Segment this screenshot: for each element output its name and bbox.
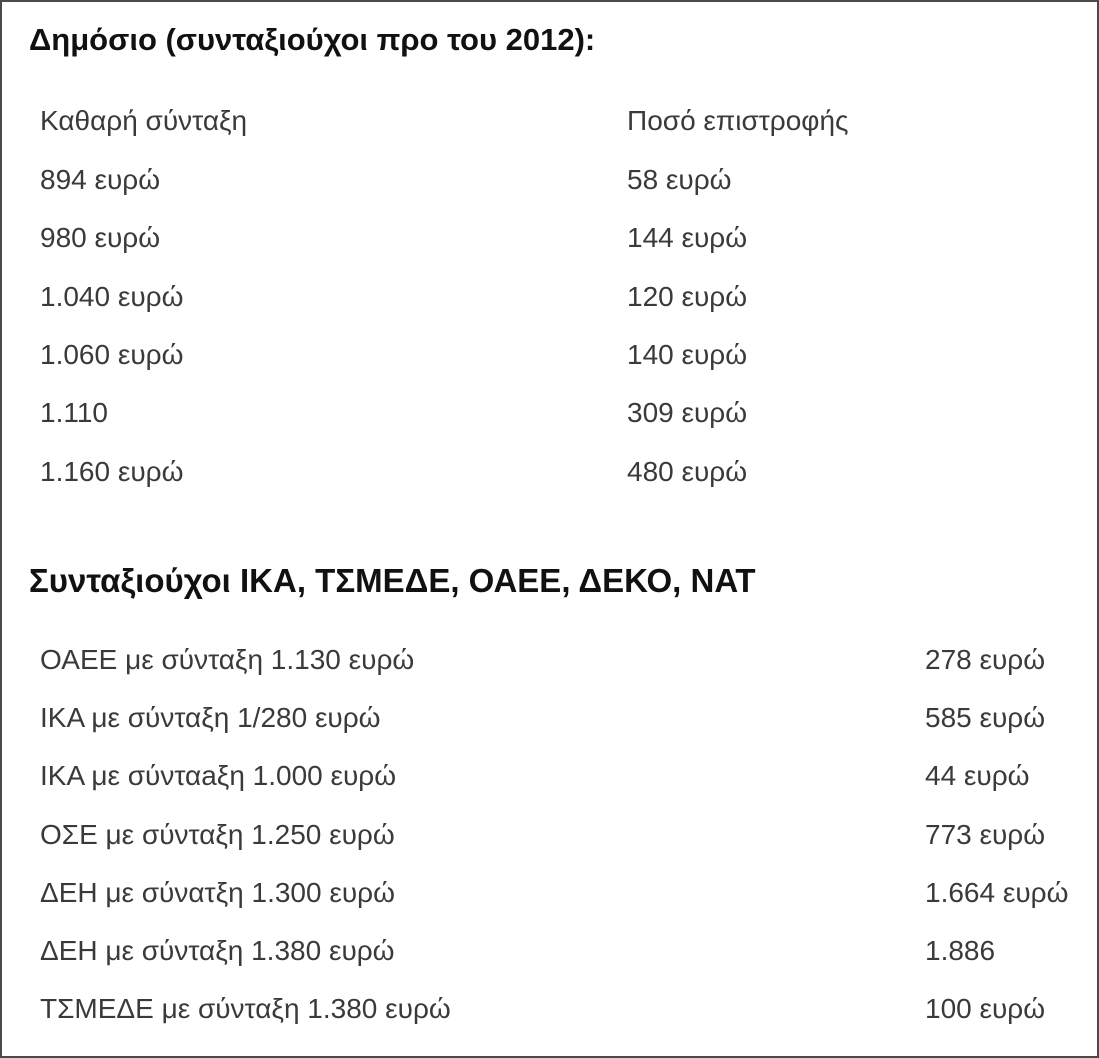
fund-pension-cell: ΙΚΑ με σύνταξη 1/280 ευρώ — [40, 702, 381, 733]
net-pension-cell: 1.160 ευρώ — [40, 456, 184, 487]
fund-pension-cell: ΔΕΗ με σύνατξη 1.300 ευρώ — [40, 877, 395, 908]
refund-amount-cell: 309 ευρώ — [627, 397, 748, 428]
refund-amount-cell: 773 ευρώ — [925, 819, 1046, 850]
refund-amount-cell: 1.664 ευρώ — [925, 877, 1069, 908]
net-pension-cell: 980 ευρώ — [40, 222, 161, 253]
refund-amount-cell: 1.886 — [925, 935, 996, 966]
refund-amount-cell: 100 ευρώ — [925, 993, 1046, 1024]
fund-pension-cell: ΤΣΜΕΔΕ με σύνταξη 1.380 ευρώ — [40, 993, 451, 1024]
fund-pension-cell: ΟΣΕ με σύνταξη 1.250 ευρώ — [40, 819, 395, 850]
refund-amount-cell: 278 ευρώ — [925, 644, 1046, 675]
header-net-pension: Καθαρή σύνταξη — [40, 105, 248, 136]
refund-amount-cell: 140 ευρώ — [627, 339, 748, 370]
header-refund-amount: Ποσό επιστροφής — [627, 105, 849, 136]
refund-amount-cell: 58 ευρώ — [627, 164, 732, 195]
net-pension-cell: 1.060 ευρώ — [40, 339, 184, 370]
fund-pension-cell: ΙΚΑ με σύνταaξη 1.000 ευρώ — [40, 760, 397, 791]
net-pension-cell: 1.110 — [40, 397, 108, 428]
refund-amount-cell: 480 ευρώ — [627, 456, 748, 487]
fund-pension-cell: ΟΑΕΕ με σύνταξη 1.130 ευρώ — [40, 644, 415, 675]
public-section-title: Δημόσιο (συνταξιούχοι προ του 2012): — [29, 22, 596, 57]
refund-amount-cell: 144 ευρώ — [627, 222, 748, 253]
fund-pension-cell: ΔΕΗ με σύνταξη 1.380 ευρώ — [40, 935, 395, 966]
refund-amount-cell: 585 ευρώ — [925, 702, 1046, 733]
refund-amount-cell: 44 ευρώ — [925, 760, 1030, 791]
net-pension-cell: 1.040 ευρώ — [40, 281, 184, 312]
refund-amount-cell: 120 ευρώ — [627, 281, 748, 312]
pensioners-section-title: Συνταξιούχοι ΙΚΑ, ΤΣΜΕΔΕ, ΟΑΕΕ, ΔΕΚΟ, ΝΑΤ — [29, 562, 756, 599]
net-pension-cell: 894 ευρώ — [40, 164, 161, 195]
